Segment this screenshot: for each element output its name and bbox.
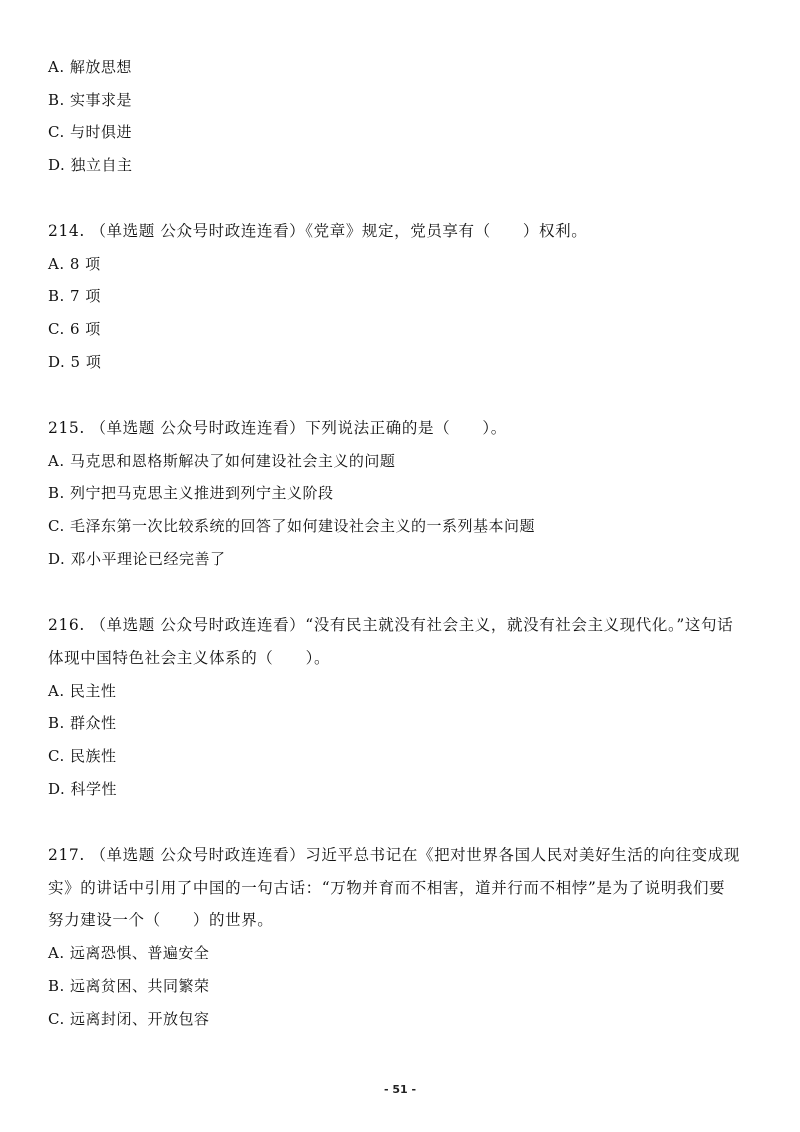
q217-option-a: A. 远离恐惧、普遍安全 bbox=[48, 944, 210, 962]
q215-option-a: A. 马克思和恩格斯解决了如何建设社会主义的问题 bbox=[48, 452, 396, 470]
prev-question-option-b: B. 实事求是 bbox=[48, 91, 133, 109]
q216-option-b: B. 群众性 bbox=[48, 714, 117, 732]
q215-option-b: B. 列宁把马克思主义推进到列宁主义阶段 bbox=[48, 484, 334, 502]
q214-option-a: A. 8 项 bbox=[48, 255, 101, 273]
q217-stem-line-2: 实》的讲话中引用了中国的一句古话：“万物并育而不相害，道并行而不相悖”是为了说明我们要 bbox=[48, 879, 726, 897]
q217-option-b: B. 远离贫困、共同繁荣 bbox=[48, 977, 210, 995]
q215-option-d: D. 邓小平理论已经完善了 bbox=[48, 550, 226, 568]
q216-option-d: D. 科学性 bbox=[48, 780, 118, 798]
q215-option-c: C. 毛泽东第一次比较系统的回答了如何建设社会主义的一系列基本问题 bbox=[48, 517, 535, 535]
prev-question-option-a: A. 解放思想 bbox=[48, 58, 132, 76]
q217-option-c: C. 远离封闭、开放包容 bbox=[48, 1010, 210, 1028]
q214-option-d: D. 5 项 bbox=[48, 353, 102, 371]
page-number: - 51 - bbox=[383, 1083, 417, 1096]
prev-question-option-c: C. 与时俱进 bbox=[48, 123, 132, 141]
q217-stem-line-1: 217. （单选题 公众号时政连连看）习近平总书记在《把对世界各国人民对美好生活的向往变成现 bbox=[48, 846, 740, 864]
q217-stem-line-3: 努力建设一个（ ）的世界。 bbox=[48, 911, 274, 929]
q214-option-b: B. 7 项 bbox=[48, 287, 101, 305]
q216-option-c: C. 民族性 bbox=[48, 747, 117, 765]
q215-stem-line-1: 215. （单选题 公众号时政连连看）下列说法正确的是（ ）。 bbox=[48, 419, 507, 437]
q216-stem-line-1: 216. （单选题 公众号时政连连看）“没有民主就没有社会主义，就没有社会主义现代化。”这句话 bbox=[48, 616, 734, 634]
prev-question-option-d: D. 独立自主 bbox=[48, 156, 133, 174]
q216-stem-line-2: 体现中国特色社会主义体系的（ ）。 bbox=[48, 649, 331, 667]
q214-option-c: C. 6 项 bbox=[48, 320, 101, 338]
q214-stem-line-1: 214. （单选题 公众号时政连连看）《党章》规定，党员享有（ ）权利。 bbox=[48, 222, 588, 240]
q216-option-a: A. 民主性 bbox=[48, 682, 117, 700]
